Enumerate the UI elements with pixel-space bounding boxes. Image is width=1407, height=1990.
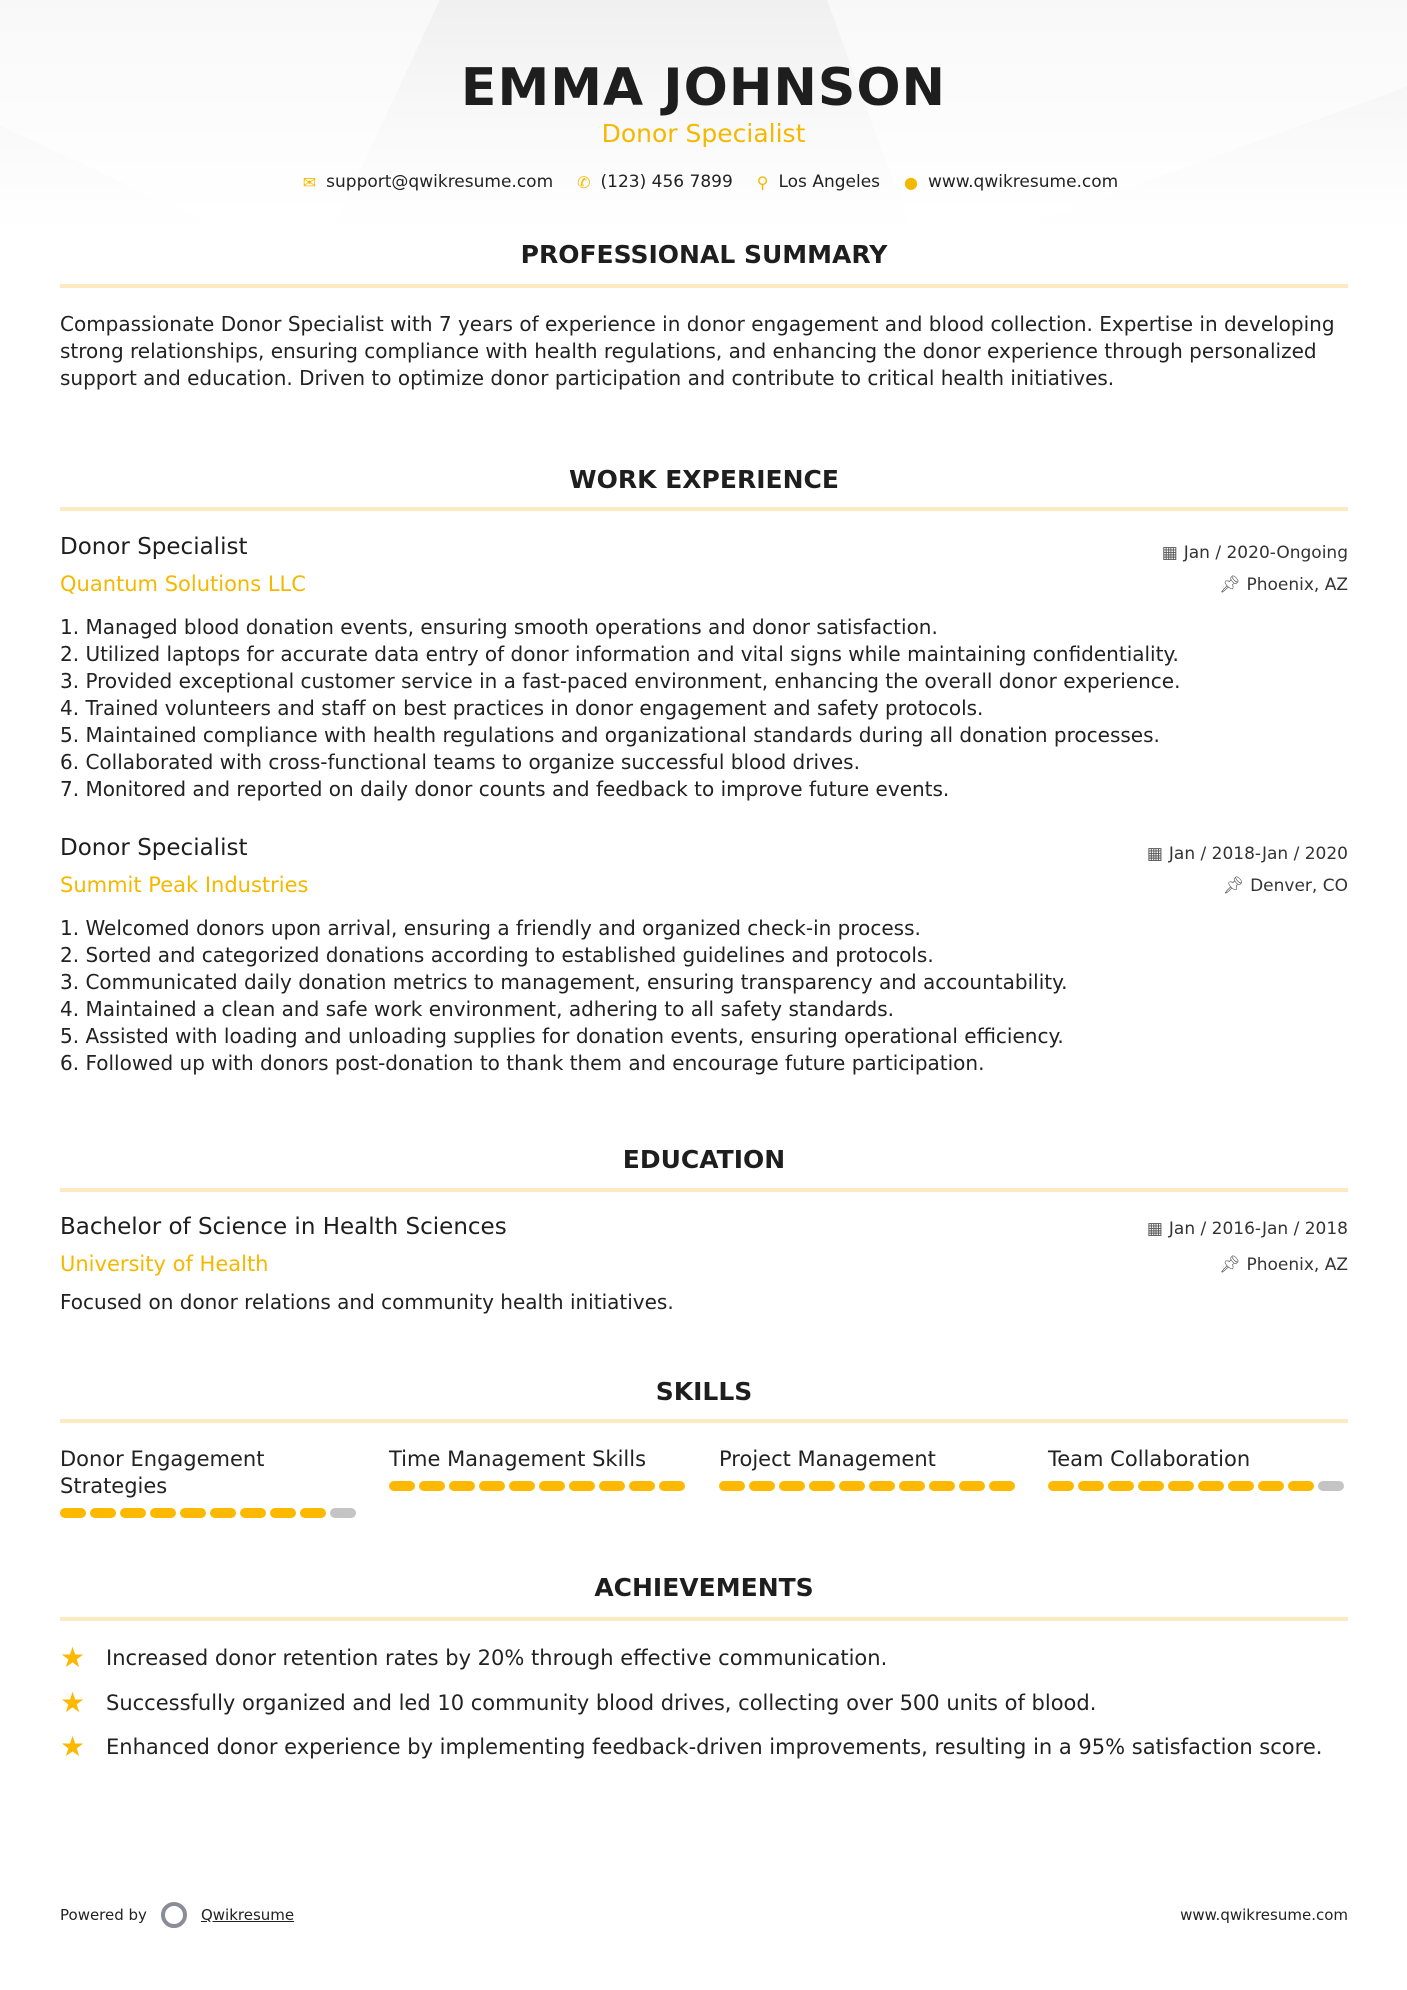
job-company: Quantum Solutions LLC bbox=[60, 572, 306, 596]
skill-rating-segment bbox=[749, 1481, 775, 1491]
job-duties bbox=[60, 614, 1348, 803]
location-text: Denver, CO bbox=[1250, 876, 1348, 896]
divider bbox=[60, 507, 1348, 511]
skill-rating-segment bbox=[899, 1481, 925, 1491]
skill-rating-segment bbox=[779, 1481, 805, 1491]
star-icon: ★ bbox=[60, 1730, 86, 1763]
candidate-title: Donor Specialist bbox=[601, 119, 806, 148]
skill-rating-segment bbox=[719, 1481, 745, 1491]
list-item: 3. Communicated daily donation metrics to management, ensuring transparency and accountability. bbox=[60, 970, 1068, 994]
skill-rating-bar bbox=[389, 1481, 689, 1491]
skill-rating-segment bbox=[240, 1508, 266, 1518]
skill-rating-segment bbox=[929, 1481, 955, 1491]
contact-bar bbox=[0, 172, 1407, 192]
skill-name: Team Collaboration bbox=[1048, 1447, 1251, 1471]
skill-item bbox=[1048, 1446, 1348, 1491]
skill-item bbox=[389, 1446, 689, 1491]
list-item: 1. Managed blood donation events, ensuring smooth operations and donor satisfaction. bbox=[60, 615, 938, 639]
calendar-icon: ▦ bbox=[1146, 844, 1163, 864]
skill-name: Donor Engagement Strategies bbox=[60, 1447, 265, 1498]
job-title: Donor Specialist bbox=[60, 534, 248, 560]
education-description: Focused on donor relations and community health initiatives. bbox=[60, 1290, 674, 1314]
list-item: 6. Collaborated with cross-functional teams to organize successful blood drives. bbox=[60, 750, 860, 774]
skill-rating-segment bbox=[809, 1481, 835, 1491]
achievement-item bbox=[60, 1686, 1096, 1719]
skill-name: Time Management Skills bbox=[389, 1447, 647, 1471]
skill-rating-segment bbox=[659, 1481, 685, 1491]
footer-powered bbox=[60, 1902, 294, 1928]
skill-rating-segment bbox=[479, 1481, 505, 1491]
skill-rating-segment bbox=[389, 1481, 415, 1491]
list-item: 2. Utilized laptops for accurate data entry of donor information and vital signs while maintaining confidentiality. bbox=[60, 642, 1179, 666]
job-dates bbox=[1147, 844, 1348, 864]
skill-rating-segment bbox=[599, 1481, 625, 1491]
skill-rating-segment bbox=[60, 1508, 86, 1518]
location: Los Angeles bbox=[778, 172, 881, 192]
skill-name: Project Management bbox=[719, 1447, 936, 1471]
pin-icon: 📌︎ bbox=[1218, 575, 1241, 595]
skill-rating-segment bbox=[180, 1508, 206, 1518]
skill-rating-bar bbox=[719, 1481, 1019, 1491]
location-pin-icon: ⚲ bbox=[756, 172, 769, 192]
dates-text: Jan / 2016-Jan / 2018 bbox=[1168, 1219, 1348, 1239]
divider bbox=[60, 284, 1348, 288]
achievement-text: Enhanced donor experience by implementing feedback-driven improvements, resulting in a 95% satisfaction score. bbox=[106, 1734, 1323, 1759]
list-item: 5. Maintained compliance with health regulations and organizational standards during all donation processes. bbox=[60, 723, 1160, 747]
job-location bbox=[1223, 876, 1349, 896]
achievement-text: Successfully organized and led 10 community blood drives, collecting over 500 units of blood. bbox=[106, 1690, 1097, 1715]
skill-rating-bar bbox=[1048, 1481, 1348, 1491]
dates-text: Jan / 2018-Jan / 2020 bbox=[1168, 844, 1348, 864]
achievement-item bbox=[60, 1730, 1322, 1763]
skill-rating-bar bbox=[60, 1508, 360, 1518]
skill-rating-segment bbox=[1108, 1481, 1134, 1491]
qwikresume-logo-icon bbox=[161, 1902, 187, 1928]
skill-rating-segment bbox=[539, 1481, 565, 1491]
skill-rating-segment bbox=[1258, 1481, 1284, 1491]
skill-rating-segment bbox=[839, 1481, 865, 1491]
location-text: Phoenix, AZ bbox=[1246, 575, 1348, 595]
location-text: Phoenix, AZ bbox=[1246, 1255, 1348, 1275]
candidate-name: EMMA JOHNSON bbox=[460, 58, 947, 118]
pin-icon: 📌︎ bbox=[1222, 876, 1245, 896]
powered-by-label: Powered by bbox=[60, 1906, 147, 1924]
skill-rating-segment bbox=[989, 1481, 1015, 1491]
divider bbox=[60, 1188, 1348, 1192]
skill-item bbox=[60, 1446, 360, 1518]
skill-rating-segment bbox=[1288, 1481, 1314, 1491]
brand-link[interactable]: Qwikresume bbox=[200, 1906, 295, 1924]
skill-rating-segment bbox=[509, 1481, 535, 1491]
school: University of Health bbox=[60, 1252, 269, 1276]
phone: (123) 456 7899 bbox=[600, 172, 733, 192]
star-icon: ★ bbox=[60, 1686, 86, 1719]
job-location bbox=[1219, 575, 1348, 595]
achievements-heading: ACHIEVEMENTS bbox=[594, 1573, 814, 1602]
list-item: 5. Assisted with loading and unloading supplies for donation events, ensuring operational efficiency. bbox=[60, 1024, 1064, 1048]
list-item: 1. Welcomed donors upon arrival, ensuring a friendly and organized check-in process. bbox=[60, 916, 921, 940]
phone-icon: ✆ bbox=[577, 172, 591, 192]
skill-rating-segment bbox=[1318, 1481, 1344, 1491]
education-dates bbox=[1147, 1219, 1348, 1239]
star-icon: ★ bbox=[60, 1641, 86, 1674]
achievement-item bbox=[60, 1641, 887, 1674]
skill-rating-segment bbox=[300, 1508, 326, 1518]
list-item: 7. Monitored and reported on daily donor counts and feedback to improve future events. bbox=[60, 777, 950, 801]
degree: Bachelor of Science in Health Sciences bbox=[60, 1214, 507, 1240]
globe-icon: ● bbox=[904, 172, 918, 192]
skill-rating-segment bbox=[120, 1508, 146, 1518]
skill-rating-segment bbox=[1168, 1481, 1194, 1491]
summary-text: Compassionate Donor Specialist with 7 years of experience in donor engagement and blood collection. Expertise in developing strong relationships, ensuring compliance with health regulations, and enhancing the donor experience through personalized support and education. Driven to optimize donor participation and contribute to critical health initiatives. bbox=[60, 312, 1335, 390]
skill-rating-segment bbox=[1078, 1481, 1104, 1491]
achievement-text: Increased donor retention rates by 20% through effective communication. bbox=[106, 1645, 888, 1670]
skill-rating-segment bbox=[1138, 1481, 1164, 1491]
experience-heading: WORK EXPERIENCE bbox=[569, 465, 839, 494]
calendar-icon: ▦ bbox=[1161, 543, 1178, 563]
calendar-icon: ▦ bbox=[1146, 1219, 1163, 1239]
skills-heading: SKILLS bbox=[655, 1377, 753, 1406]
list-item: 4. Maintained a clean and safe work environment, adhering to all safety standards. bbox=[60, 997, 894, 1021]
website-link[interactable]: www.qwikresume.com bbox=[927, 172, 1119, 192]
divider bbox=[60, 1419, 1348, 1423]
skill-rating-segment bbox=[90, 1508, 116, 1518]
job-dates bbox=[1162, 543, 1348, 563]
job-company: Summit Peak Industries bbox=[60, 873, 309, 897]
email-icon: ✉ bbox=[302, 172, 317, 192]
job-title: Donor Specialist bbox=[60, 835, 248, 861]
skill-rating-segment bbox=[210, 1508, 236, 1518]
skill-rating-segment bbox=[1228, 1481, 1254, 1491]
skill-rating-segment bbox=[629, 1481, 655, 1491]
footer-website[interactable]: www.qwikresume.com bbox=[1180, 1906, 1348, 1924]
skill-item bbox=[719, 1446, 1019, 1491]
education-heading: EDUCATION bbox=[622, 1145, 786, 1174]
skill-rating-segment bbox=[150, 1508, 176, 1518]
divider bbox=[60, 1617, 1348, 1621]
skill-rating-segment bbox=[270, 1508, 296, 1518]
education-location bbox=[1219, 1255, 1348, 1275]
skill-rating-segment bbox=[330, 1508, 356, 1518]
dates-text: Jan / 2020-Ongoing bbox=[1183, 543, 1348, 563]
list-item: 3. Provided exceptional customer service in a fast-paced environment, enhancing the overall donor experience. bbox=[60, 669, 1181, 693]
summary-heading: PROFESSIONAL SUMMARY bbox=[520, 240, 888, 269]
list-item: 4. Trained volunteers and staff on best practices in donor engagement and safety protocols. bbox=[60, 696, 984, 720]
skill-rating-segment bbox=[569, 1481, 595, 1491]
list-item: 6. Followed up with donors post-donation to thank them and encourage future participation. bbox=[60, 1051, 985, 1075]
skill-rating-segment bbox=[449, 1481, 475, 1491]
list-item: 2. Sorted and categorized donations according to established guidelines and protocols. bbox=[60, 943, 934, 967]
skill-rating-segment bbox=[419, 1481, 445, 1491]
job-duties bbox=[60, 915, 1348, 1077]
pin-icon: 📌︎ bbox=[1218, 1255, 1241, 1275]
skill-rating-segment bbox=[1048, 1481, 1074, 1491]
skill-rating-segment bbox=[1198, 1481, 1224, 1491]
email-link[interactable]: support@qwikresume.com bbox=[326, 172, 554, 192]
skill-rating-segment bbox=[959, 1481, 985, 1491]
skill-rating-segment bbox=[869, 1481, 895, 1491]
